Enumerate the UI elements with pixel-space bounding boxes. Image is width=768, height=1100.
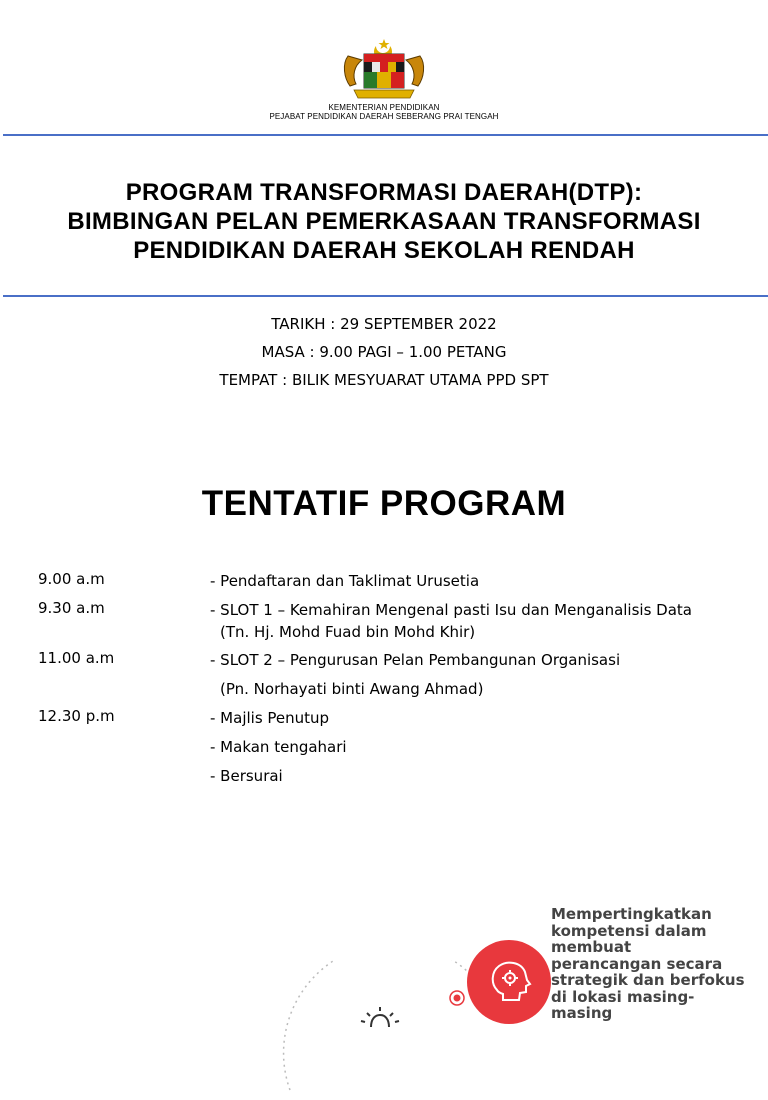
- caption-line: masing: [551, 1004, 613, 1022]
- speaker-name: (Pn. Norhayati binti Awang Ahmad): [220, 680, 484, 698]
- event-details: [0, 310, 768, 394]
- caption-line: kompetensi dalam: [551, 921, 707, 940]
- ministry-header: [0, 103, 768, 121]
- schedule-item: - Majlis Penutup: [210, 709, 330, 727]
- caption-line: perancangan secara: [551, 954, 723, 973]
- event-time: MASA : 9.00 PAGI – 1.00 PETANG: [261, 343, 507, 361]
- title-line-1: PROGRAM TRANSFORMASI DAERAH(DTP):: [125, 179, 643, 206]
- tentatif-heading: TENTATIF PROGRAM: [201, 484, 567, 523]
- schedule-time: 11.00 a.m: [38, 649, 115, 667]
- schedule-item: - Bersurai: [210, 767, 283, 785]
- caption-line: strategik dan berfokus: [551, 971, 745, 989]
- schedule-time: 9.30 a.m: [38, 599, 105, 617]
- schedule-item: - Pendaftaran dan Taklimat Urusetia: [210, 572, 480, 590]
- caption-line: membuat: [551, 938, 632, 956]
- target-dot-icon: [449, 990, 465, 1006]
- competency-badge: [467, 940, 551, 1024]
- malaysia-coat-of-arms-icon: [340, 36, 428, 104]
- title-line-3: PENDIDIKAN DAERAH SEKOLAH RENDAH: [133, 237, 635, 264]
- top-divider: [3, 134, 768, 136]
- schedule-item: - SLOT 2 – Pengurusan Pelan Pembangunan Organisasi: [210, 651, 621, 669]
- program-title: [0, 178, 768, 265]
- caption-line: di lokasi masing-: [551, 987, 695, 1006]
- event-venue: TEMPAT : BILIK MESYUARAT UTAMA PPD SPT: [219, 371, 549, 389]
- caption-line: Mempertingkatkan: [551, 905, 712, 923]
- event-date: TARIKH : 29 SEPTEMBER 2022: [271, 315, 497, 333]
- schedule-item: - SLOT 1 – Kemahiran Mengenal pasti Isu dan Menganalisis Data: [210, 601, 692, 619]
- infographic-caption: [551, 906, 761, 1022]
- schedule-time: 12.30 p.m: [38, 707, 115, 725]
- speaker-name: (Tn. Hj. Mohd Fuad bin Mohd Khir): [220, 623, 476, 641]
- ministry-name: KEMENTERIAN PENDIDIKAN: [328, 103, 440, 112]
- head-gear-icon: [467, 940, 551, 1024]
- schedule-time: 9.00 a.m: [38, 570, 105, 588]
- bottom-divider: [3, 295, 768, 297]
- title-line-2: BIMBINGAN PELAN PEMERKASAAN TRANSFORMASI: [67, 208, 701, 235]
- schedule-item: - Makan tengahari: [210, 738, 347, 756]
- district-office-name: PEJABAT PENDIDIKAN DAERAH SEBERANG PRAI TENGAH: [269, 112, 499, 121]
